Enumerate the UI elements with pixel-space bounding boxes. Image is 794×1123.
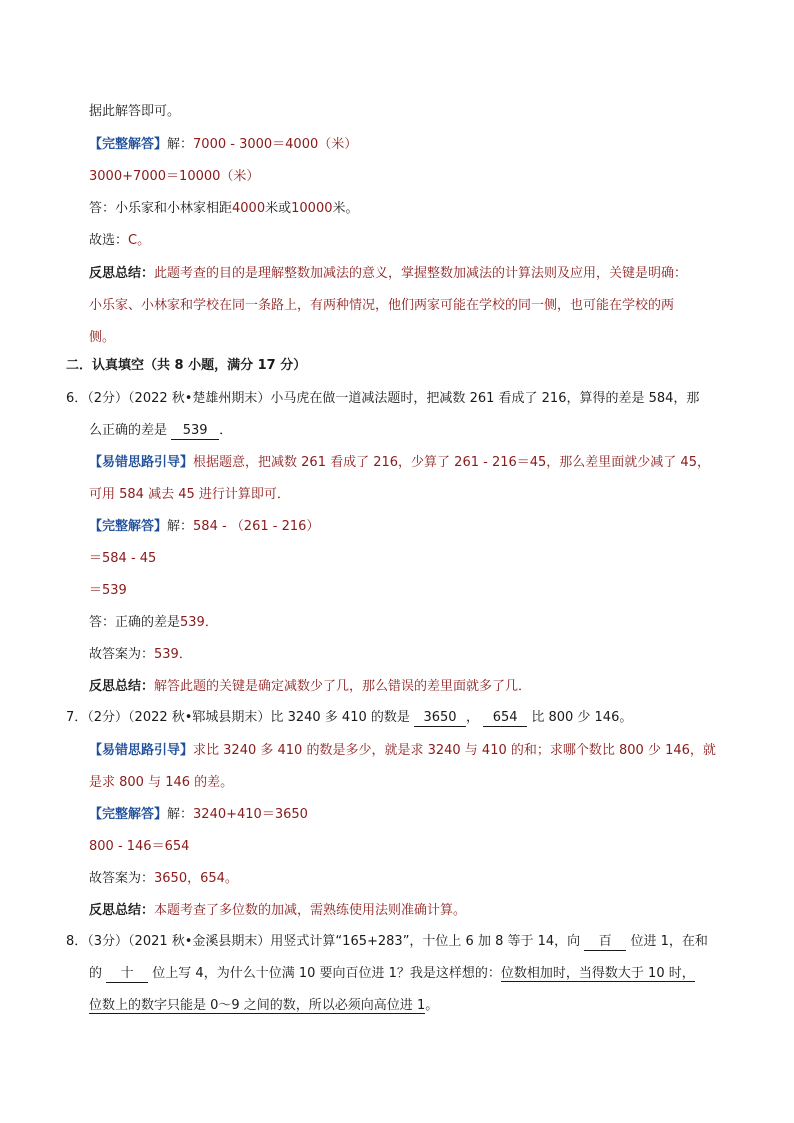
solution-line: ＝539 — [89, 583, 127, 598]
hint-tag: 【易错思路引导】 — [89, 455, 194, 470]
underlined-answer: 位数相加时，当得数大于 10 时， — [500, 966, 695, 981]
underlined-answer: 位数上的数字只能是 0～9 之间的数，所以必须向高位进 1 — [89, 998, 426, 1013]
paragraph: 据此解答即可。 — [89, 104, 181, 119]
hint-line: 可用 584 减去 45 进行计算即可． — [89, 487, 290, 502]
answer-blank: 3650 — [414, 709, 466, 727]
answer-line: 答：正确的差是539． — [89, 615, 218, 630]
solution-line: 【完整解答】解：584 - （261 - 216） — [89, 519, 320, 534]
question-8: 8．（3分）（2021 秋•金溪县期末）用竖式计算“165+283”，十位上 6 加 8 等于 14，向 百 位进 1，在和 — [66, 934, 708, 949]
solution-tag: 【完整解答】 — [89, 519, 168, 534]
reflection-line: 侧。 — [89, 330, 116, 345]
solution-line: 【完整解答】解：7000 - 3000＝4000（米） — [89, 137, 358, 152]
answer-blank: 十 — [106, 965, 148, 983]
hint-line: 【易错思路引导】根据题意，把减数 261 看成了 216，少算了 261 - 216＝45，那么差里面就少减了 45， — [89, 455, 710, 470]
answer-blank: 654 — [483, 709, 527, 727]
hint-line: 是求 800 与 146 的差。 — [89, 775, 234, 790]
fill-answer-line: 故答案为：539． — [89, 647, 192, 662]
solution-line: 800 - 146＝654 — [89, 839, 190, 854]
reflection-tag: 反思总结： — [89, 266, 155, 281]
question-8-line2: 的 十 位上写 4，为什么十位满 10 要向百位进 1？我是这样想的：位数相加时，当得数大于 10 时， — [89, 966, 695, 981]
answer-line: 答：小乐家和小林家相距4000米或10000米。 — [89, 201, 359, 216]
hint-tag: 【易错思路引导】 — [89, 743, 194, 758]
question-6: 6．（2分）（2022 秋•楚雄州期末）小马虎在做一道减法题时，把减数 261 看成了 216，算得的差是 584，那 — [66, 391, 700, 406]
fill-answer-line: 故答案为：3650，654。 — [89, 871, 238, 886]
solution-tag: 【完整解答】 — [89, 807, 168, 822]
question-7: 7．（2分）（2022 秋•郓城县期末）比 3240 多 410 的数是 3650 ， 654 比 800 少 146。 — [66, 710, 633, 725]
answer-blank: 539 — [171, 422, 219, 440]
choice-line: 故选：C。 — [89, 233, 151, 248]
reflection-tag: 反思总结： — [89, 903, 155, 918]
reflection-tag: 反思总结： — [89, 679, 155, 694]
question-6-line2: 么正确的差是 539 ． — [89, 423, 233, 438]
reflection-line: 反思总结：本题考查了多位数的加减，需熟练使用法则准确计算。 — [89, 903, 467, 918]
solution-line: 【完整解答】解：3240+410＝3650 — [89, 807, 308, 822]
solution-line: 3000+7000＝10000（米） — [89, 169, 260, 184]
section-heading: 二．认真填空（共 8 小题，满分 17 分） — [66, 358, 307, 373]
solution-tag: 【完整解答】 — [89, 137, 168, 152]
solution-line: ＝584 - 45 — [89, 551, 157, 566]
reflection-line: 小乐家、小林家和学校在同一条路上，有两种情况，他们两家可能在学校的同一侧，也可能在学校的两 — [89, 298, 675, 313]
question-8-line3: 位数上的数字只能是 0～9 之间的数，所以必须向高位进 1。 — [89, 998, 439, 1013]
reflection-line: 反思总结：此题考查的目的是理解整数加减法的意义，掌握整数加减法的计算法则及应用，关键是明确： — [89, 266, 688, 281]
answer-blank: 百 — [584, 933, 626, 951]
hint-line: 【易错思路引导】求比 3240 多 410 的数是多少，就是求 3240 与 410 的和；求哪个数比 800 少 146，就 — [89, 743, 716, 758]
reflection-line: 反思总结：解答此题的关键是确定减数少了几，那么错误的差里面就多了几． — [89, 679, 532, 694]
